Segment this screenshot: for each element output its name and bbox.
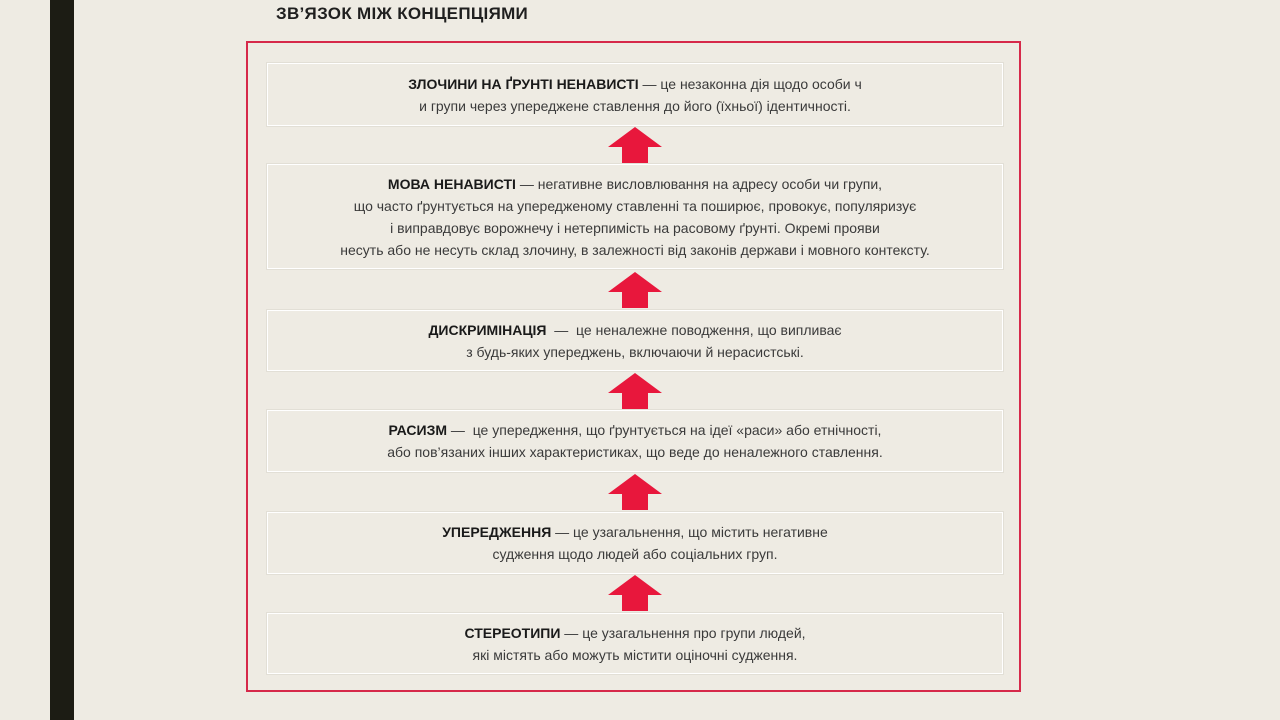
concept-term: РАСИЗМ bbox=[388, 422, 448, 438]
concept-term: ЗЛОЧИНИ НА ҐРУНТІ НЕНАВИСТІ bbox=[408, 75, 639, 92]
arrow-up-icon bbox=[608, 272, 662, 308]
concept-box-prejudice bbox=[267, 512, 1003, 574]
concept-line bbox=[389, 419, 882, 441]
diagram-title: ЗВ’ЯЗОК МІЖ КОНЦЕПЦІЯМИ bbox=[276, 4, 529, 23]
left-accent-bar bbox=[50, 0, 74, 720]
concept-text: — негативне висловлювання на адресу особи чи групи, bbox=[515, 175, 883, 192]
concept-line: або пов’язаних інших характеристиках, що веде до неналежного ставлення. bbox=[387, 444, 883, 460]
concept-line: з будь-яких упереджень, включаючи й нерасистські. bbox=[466, 343, 804, 360]
concept-box-stereotypes bbox=[267, 613, 1003, 674]
concept-text: — це упередження, що ґрунтується на ідеї «раси» або етнічності, bbox=[447, 422, 882, 438]
arrow-up-icon bbox=[608, 575, 662, 611]
concept-line: и групи через упереджене ставлення до його (їхньої) ідентичності. bbox=[419, 97, 851, 114]
concept-line: які містять або можуть містити оціночні судження. bbox=[472, 646, 798, 663]
concept-text: — це незаконна дія щодо особи ч bbox=[638, 75, 862, 92]
concept-line bbox=[442, 521, 828, 543]
arrow-up-icon bbox=[608, 127, 662, 163]
concept-text: — це узагальнення, що містить негативне bbox=[551, 524, 828, 540]
concept-line bbox=[408, 73, 862, 95]
concept-line bbox=[428, 319, 841, 341]
concept-line: що часто ґрунтується на упередженому ставленні та поширює, провокує, популяризує bbox=[353, 197, 917, 214]
concept-box-racism bbox=[267, 410, 1003, 472]
concept-line bbox=[464, 622, 805, 644]
concept-line bbox=[388, 173, 882, 195]
concept-term: ДИСКРИМІНАЦІЯ bbox=[428, 321, 547, 338]
concept-term: УПЕРЕДЖЕННЯ bbox=[442, 524, 552, 540]
concept-box-hate-speech bbox=[267, 164, 1003, 269]
arrow-up-icon bbox=[608, 474, 662, 510]
concept-text: — це неналежне поводження, що випливає bbox=[546, 321, 842, 338]
concept-text: — це узагальнення про групи людей, bbox=[560, 624, 806, 641]
concept-box-hate-crimes bbox=[267, 63, 1003, 126]
concept-term: СТЕРЕОТИПИ bbox=[464, 624, 561, 641]
concept-line: і виправдовує ворожнечу і нетерпимість на расовому ґрунті. Окремі прояви bbox=[390, 219, 880, 236]
concept-term: МОВА НЕНАВИСТІ bbox=[387, 175, 516, 192]
concept-line: несуть або не несуть склад злочину, в залежності від законів держави і мовного контексту. bbox=[340, 241, 930, 258]
concept-box-discrimination bbox=[267, 310, 1003, 371]
arrow-up-icon bbox=[608, 373, 662, 409]
concept-line: судження щодо людей або соціальних груп. bbox=[492, 546, 778, 562]
